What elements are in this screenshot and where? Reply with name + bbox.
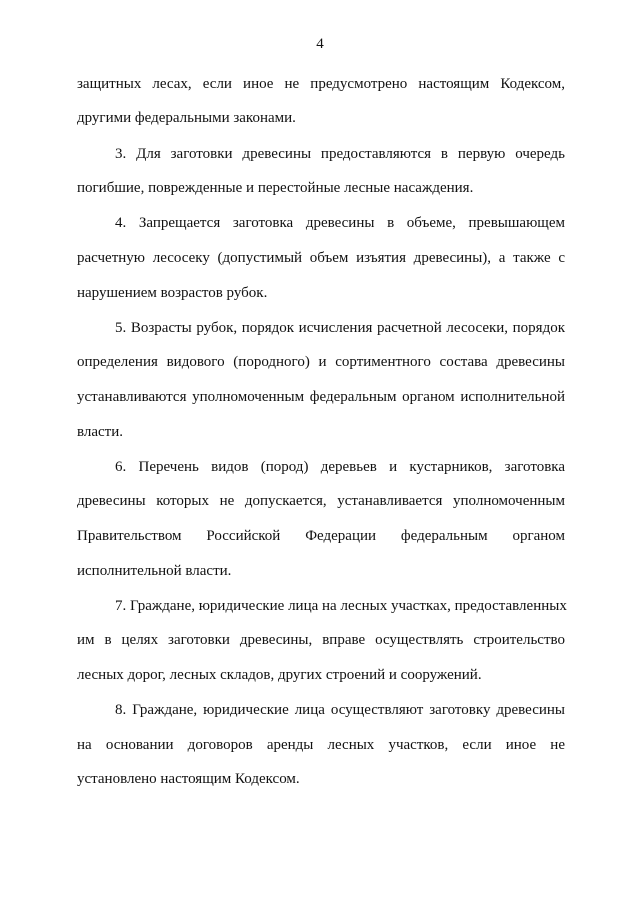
text-line: установлено настоящим Кодексом.	[77, 771, 300, 787]
text-line: расчетную лесосеку (допустимый объем изъятия древесины), а также с	[77, 250, 565, 266]
text-line: нарушением возрастов рубок.	[77, 285, 268, 301]
text-line: 7. Граждане, юридические лица на лесных участках, предоставленных	[115, 598, 567, 614]
text-line: на основании договоров аренды лесных участков, если иное не	[77, 737, 565, 753]
text-line: 6. Перечень видов (пород) деревьев и кустарников, заготовка	[115, 459, 565, 475]
text-line: 3. Для заготовки древесины предоставляются в первую очередь	[115, 146, 565, 162]
text-line: лесных дорог, лесных складов, других строений и сооружений.	[77, 667, 482, 683]
page-number: 4	[316, 36, 324, 52]
text-line: им в целях заготовки древесины, вправе осуществлять строительство	[77, 632, 565, 648]
text-line: погибшие, поврежденные и перестойные лесные насаждения.	[77, 180, 474, 196]
text-line: 8. Граждане, юридические лица осуществляют заготовку древесины	[115, 702, 565, 718]
text-line: Правительством Российской Федерации федеральным органом	[77, 528, 565, 544]
text-line: древесины которых не допускается, устанавливается уполномоченным	[77, 493, 565, 509]
text-line: исполнительной власти.	[77, 563, 232, 579]
text-line: 5. Возрасты рубок, порядок исчисления расчетной лесосеки, порядок	[115, 320, 565, 336]
text-line: устанавливаются уполномоченным федеральным органом исполнительной	[77, 389, 565, 405]
text-line: 4. Запрещается заготовка древесины в объеме, превышающем	[115, 215, 565, 231]
text-line: другими федеральными законами.	[77, 110, 296, 126]
text-line: определения видового (породного) и сортиментного состава древесины	[77, 354, 565, 370]
text-line: власти.	[77, 424, 124, 440]
text-line: защитных лесах, если иное не предусмотрено настоящим Кодексом,	[77, 76, 565, 92]
